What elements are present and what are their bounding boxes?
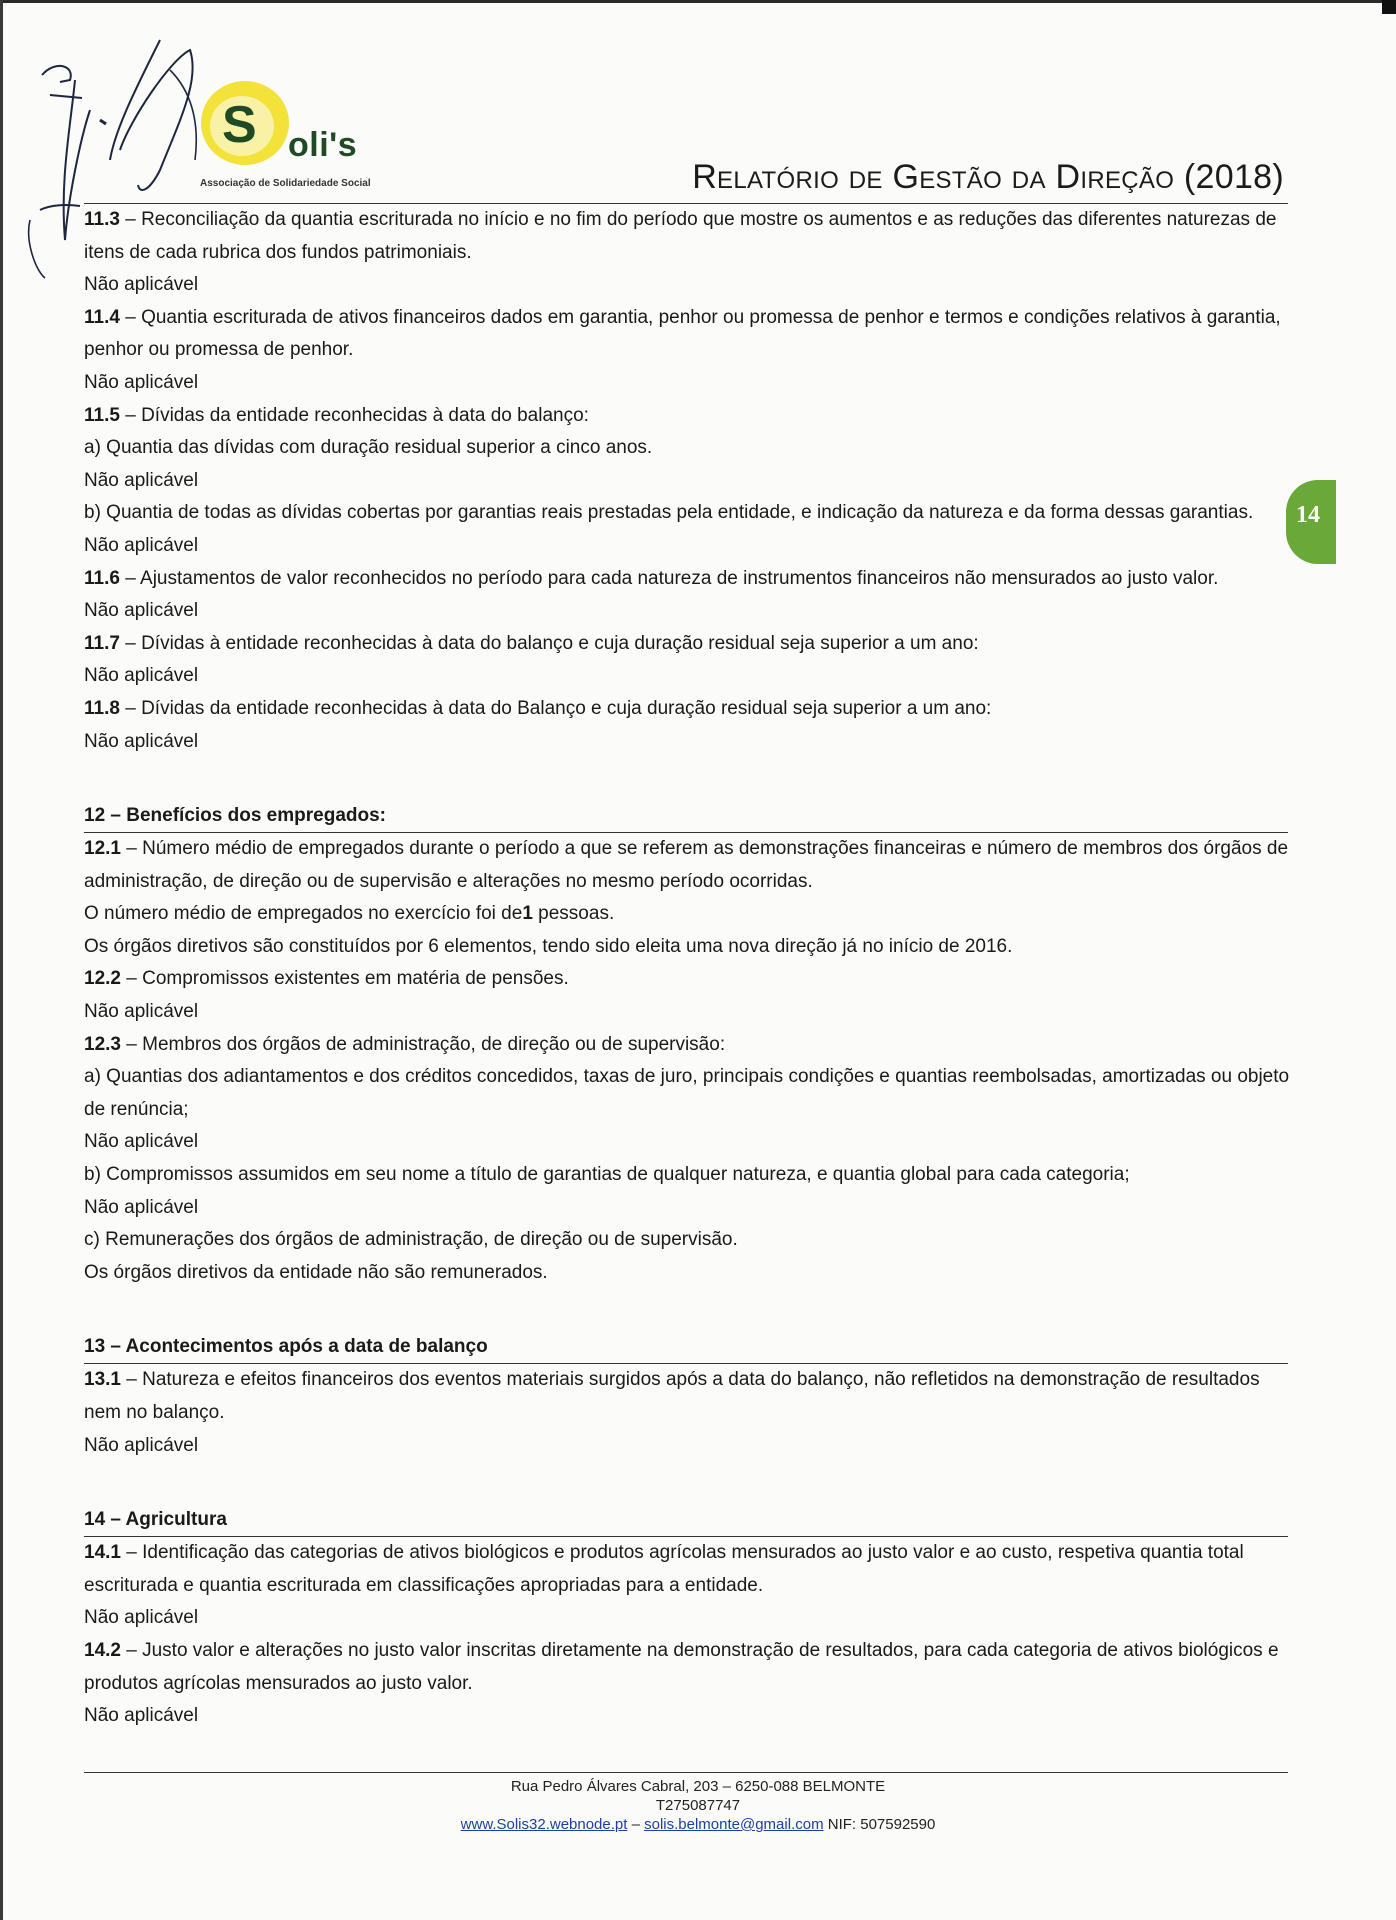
answer: Os órgãos diretivos da entidade não são remunerados. [84,1261,548,1283]
item-text: – Identificação das categorias de ativos biológicos e produtos agrícolas mensurados ao justo valor e ao custo, respetiva quantia total [126,1542,1244,1564]
footer-contacts [0,1815,1396,1834]
subitem-a-cont: de renúncia; [84,1098,189,1120]
logo-emblem-icon [200,78,290,168]
item-text-cont: itens de cada rubrica dos fundos patrimoniais. [84,241,472,263]
employees-paragraph [84,898,1288,931]
section-heading-13: 13 – Acontecimentos após a data de balanço [84,1321,1288,1364]
item-number: 11.7 [84,632,120,654]
subitem-a: a) Quantia das dívidas com duração residual superior a cinco anos. [84,437,653,459]
item-number: 12.2 [84,968,121,990]
item-text-cont: nem no balanço. [84,1402,225,1423]
item-number: 11.5 [84,404,120,426]
logo-brand-text: oli's [288,126,358,164]
item-text: – Ajustamentos de valor reconhecidos no período para cada natureza de instrumentos financeiros não mensurados ao justo valor. [125,567,1219,589]
answer: Não aplicável [84,534,199,556]
item-11-3 [84,204,1288,237]
subitem-a: a) Quantias dos adiantamentos e dos créditos concedidos, taxas de juro, principais condições e quantias reembolsadas, amortizadas ou objeto [84,1066,1290,1088]
scan-left-edge [0,0,3,1920]
logo-subtitle: Associação de Solidariedade Social [200,178,371,189]
solis-logo [200,78,420,198]
item-number: 11.3 [84,209,120,230]
answer: Não aplicável [84,469,199,491]
item-11-6 [84,563,1288,596]
item-text-cont: penhor ou promessa de penhor. [84,339,354,361]
answer: Não aplicável [84,1705,199,1727]
item-13-1 [84,1364,1288,1397]
scan-corner-mark [1382,0,1396,14]
item-number: 11.8 [84,697,120,719]
scan-top-edge [0,0,1396,3]
section-heading-14: 14 – Agricultura [84,1494,1288,1537]
subitem-b: b) Quantia de todas as dívidas cobertas por garantias reais prestadas pela entidade, e indicação da natureza e da forma dessas garantias. [84,502,1254,524]
item-number: 11.6 [84,567,120,589]
board-paragraph: Os órgãos diretivos são constituídos por 6 elementos, tendo sido eleita uma nova direção já no início de 2016. [84,935,1013,957]
item-text: – Membros dos órgãos de administração, de direção ou de supervisão: [126,1033,726,1055]
subitem-b: b) Compromissos assumidos em seu nome a título de garantias de qualquer natureza, e quantia global para cada categoria; [84,1164,1130,1186]
document-body [84,204,1288,1733]
website-link[interactable]: www.Solis32.webnode.pt [460,1816,628,1833]
footer-separator: – [631,1816,640,1833]
answer: Não aplicável [84,1001,199,1023]
email-link[interactable]: solis.belmonte@gmail.com [644,1816,824,1833]
item-text-cont: produtos agrícolas mensurados ao justo valor. [84,1672,473,1694]
item-text: – Quantia escriturada de ativos financeiros dados em garantia, penhor ou promessa de penhor e termos e condições relativos à garantia, [125,306,1281,328]
item-11-8 [84,693,1288,726]
answer: Não aplicável [84,1607,199,1629]
item-text: – Compromissos existentes em matéria de pensões. [126,968,569,990]
logo-initial: S [222,96,257,154]
item-text: – Número médio de empregados durante o período a que se referem as demonstrações financeiras e número de membros dos órgãos de [126,838,1289,860]
employees-count: 1 [522,903,533,925]
item-12-2 [84,963,1288,996]
footer-phone: T275087747 [655,1797,741,1814]
item-14-2 [84,1635,1288,1668]
footer-divider [84,1772,1288,1773]
answer: Não aplicável [84,371,199,393]
item-text: – Reconciliação da quantia escriturada no início e no fim do período que mostre os aumentos e as reduções das diferentes naturezas de [125,209,1277,230]
item-text: – Justo valor e alterações no justo valor inscritas diretamente na demonstração de resultados, para cada categoria de ativos biológicos e [126,1639,1279,1661]
subitem-c: c) Remunerações dos órgãos de administração, de direção ou de supervisão. [84,1229,738,1251]
employees-unit: pessoas. [538,903,615,925]
item-number: 12.3 [84,1033,121,1055]
answer: Não aplicável [84,274,199,296]
item-text-cont: escriturada e quantia escriturada em classificações apropriadas para a entidade. [84,1574,764,1596]
footer [0,1777,1396,1834]
answer: Não aplicável [84,1196,199,1218]
report-title: Relatório de Gestão da Direção (2018) [692,158,1284,196]
item-14-1 [84,1537,1288,1570]
answer: Não aplicável [84,665,199,687]
item-text: – Natureza e efeitos financeiros dos eventos materiais surgidos após a data do balanço, não refletidos na demonstração de resultados [126,1369,1260,1391]
item-text: – Dívidas da entidade reconhecidas à data do balanço: [125,404,589,426]
answer: Não aplicável [84,1131,199,1153]
item-11-7 [84,628,1288,661]
item-number: 11.4 [84,306,120,328]
answer: Não aplicável [84,1434,199,1456]
page-number: 14 [1296,502,1320,528]
item-number: 14.1 [84,1542,121,1564]
employees-text: O número médio de empregados no exercício foi de [84,903,523,925]
item-text: – Dívidas à entidade reconhecidas à data do balanço e cuja duração residual seja superior a um ano: [125,632,979,654]
item-text: – Dívidas da entidade reconhecidas à data do Balanço e cuja duração residual seja superior a um ano: [125,697,992,719]
answer: Não aplicável [84,600,199,622]
item-number: 12.1 [84,838,121,860]
footer-address: Rua Pedro Álvares Cabral, 203 – 6250-088 BELMONTE [510,1778,886,1795]
item-text-cont: administração, de direção ou de supervisão e alterações no mesmo período ocorridas. [84,870,813,892]
answer: Não aplicável [84,730,199,752]
item-12-3 [84,1029,1288,1062]
item-number: 13.1 [84,1369,121,1391]
page-number-tab [1286,480,1336,564]
item-11-5 [84,400,1288,433]
item-12-1 [84,833,1288,866]
item-number: 14.2 [84,1639,121,1661]
section-heading-12: 12 – Benefícios dos empregados: [84,790,1288,833]
footer-nif: NIF: 507592590 [827,1816,936,1833]
item-11-4 [84,302,1288,335]
